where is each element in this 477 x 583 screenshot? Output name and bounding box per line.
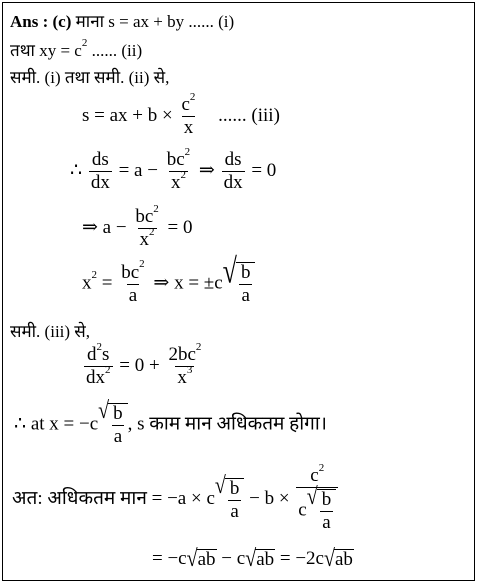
b: b	[240, 262, 251, 283]
condition-equation	[82, 202, 193, 250]
b: b	[321, 489, 332, 510]
step-text: समी. (i) तथा समी. (ii) से,	[10, 68, 170, 87]
solution-equation	[82, 251, 255, 306]
eq3-left: s = ax + b ×	[82, 104, 173, 126]
sup-3: 3	[186, 363, 193, 376]
answer-line	[10, 12, 234, 32]
fraction-bc2-x2-b	[133, 202, 160, 250]
ab: ab	[256, 549, 275, 571]
x: x	[139, 229, 150, 250]
fraction-ds-dx	[89, 150, 112, 193]
ab: ab	[197, 549, 216, 571]
b: b	[113, 403, 123, 424]
fraction-bc2-x2	[165, 145, 192, 193]
sup-2: 2	[195, 340, 202, 353]
sqrt-ab-2: √ ab	[245, 545, 275, 573]
eq3-tag: ...... (iii)	[218, 104, 280, 126]
fraction-c2-over-x	[179, 90, 197, 138]
a: a	[322, 512, 331, 533]
sqrt-b-over-a: √ $\frac{b}{a}$	[223, 262, 256, 306]
a: a	[113, 426, 123, 447]
s: s	[102, 344, 110, 365]
sqrt-ab-1: √ ab	[186, 545, 216, 573]
derivative-equation	[70, 145, 277, 193]
step-text-iii: समी. (iii) से,	[10, 322, 91, 341]
step-line-iii	[10, 322, 90, 342]
final-result	[152, 545, 354, 573]
fraction-2bc2-x3	[166, 340, 203, 388]
given-text: तथा xy = c	[10, 41, 82, 60]
x: x	[170, 172, 181, 193]
eq3-num: c	[181, 94, 190, 115]
sup-2: 2	[96, 340, 103, 353]
max-value-label: अत: अधिकतम मान	[12, 487, 147, 509]
fraction-d2s-dx2	[84, 340, 113, 388]
at-rest: , s काम मान अधिकतम होगा।	[127, 413, 327, 435]
eq3-num-sup: 2	[189, 90, 196, 103]
sup-2: 2	[153, 202, 159, 215]
a: a	[241, 285, 250, 306]
b: b	[229, 477, 240, 499]
eq-zero: = 0	[251, 159, 277, 181]
equals: =	[101, 272, 113, 294]
ds: ds	[91, 149, 109, 170]
eq6-result: ⇒ x = ±c	[153, 272, 223, 294]
implies-symbol: ⇒	[198, 159, 215, 181]
sqrt-b-over-a-3: √ $\frac{b}{a}$	[215, 478, 244, 522]
eq7-mid: = 0 +	[119, 354, 160, 376]
sup-2: 2	[91, 269, 97, 282]
a: a	[230, 500, 239, 522]
maximum-value-equation	[12, 461, 340, 533]
fraction-c2-over-c-sqrt: $c^2$ c √ $\frac{b}{a}$	[296, 466, 338, 533]
sup-2: 2	[139, 258, 145, 271]
ds: ds	[224, 149, 242, 170]
sup-2: 2	[105, 363, 111, 376]
sup-2: 2	[184, 145, 191, 158]
a: a	[128, 284, 138, 306]
at-text: ∴ at x = −c	[14, 413, 99, 435]
eq-zero: = 0	[167, 216, 193, 238]
x: x	[177, 367, 187, 388]
eq3-den: x	[183, 117, 194, 138]
sup-2: 2	[180, 168, 186, 181]
second-derivative-equation	[82, 340, 205, 388]
max-eq-mid: − b ×	[249, 487, 290, 509]
eq4-mid: = a −	[118, 159, 158, 181]
answer-label: Ans : (c)	[10, 12, 72, 31]
dx: dx	[86, 367, 105, 388]
equation-iii	[82, 90, 280, 138]
c: c	[310, 465, 319, 486]
fraction-ds-dx-2	[222, 150, 245, 193]
maximum-condition	[14, 397, 327, 447]
c: c	[298, 499, 307, 521]
therefore-symbol: ∴	[70, 159, 83, 181]
bc: bc	[121, 261, 140, 283]
given-sup: 2	[81, 37, 88, 50]
final-part-1: = −c	[152, 548, 187, 569]
given-line	[10, 37, 143, 61]
two-bc: 2bc	[168, 344, 196, 365]
sup-2: 2	[318, 461, 325, 474]
sqrt-b-over-a-2: √ $\frac{b}{a}$	[98, 403, 127, 447]
ab: ab	[334, 549, 353, 571]
bc: bc	[166, 149, 185, 170]
step-line	[10, 68, 169, 88]
fraction-bc2-a	[119, 258, 146, 306]
final-part-2: − c	[221, 548, 246, 569]
sqrt-ab-3: √ ab	[324, 545, 353, 573]
answer-statement: माना s = ax + by ...... (i)	[75, 12, 235, 31]
max-eq-start: = −a × c	[151, 487, 215, 509]
dx: dx	[90, 172, 110, 193]
given-rest: ...... (ii)	[87, 41, 143, 60]
final-part-3: = −2c	[279, 548, 324, 569]
dx: dx	[223, 172, 243, 193]
bc: bc	[135, 206, 154, 227]
eq5-left: ⇒ a −	[82, 216, 127, 238]
sup-2: 2	[149, 225, 155, 238]
d: d	[87, 344, 97, 365]
x: x	[82, 272, 92, 294]
